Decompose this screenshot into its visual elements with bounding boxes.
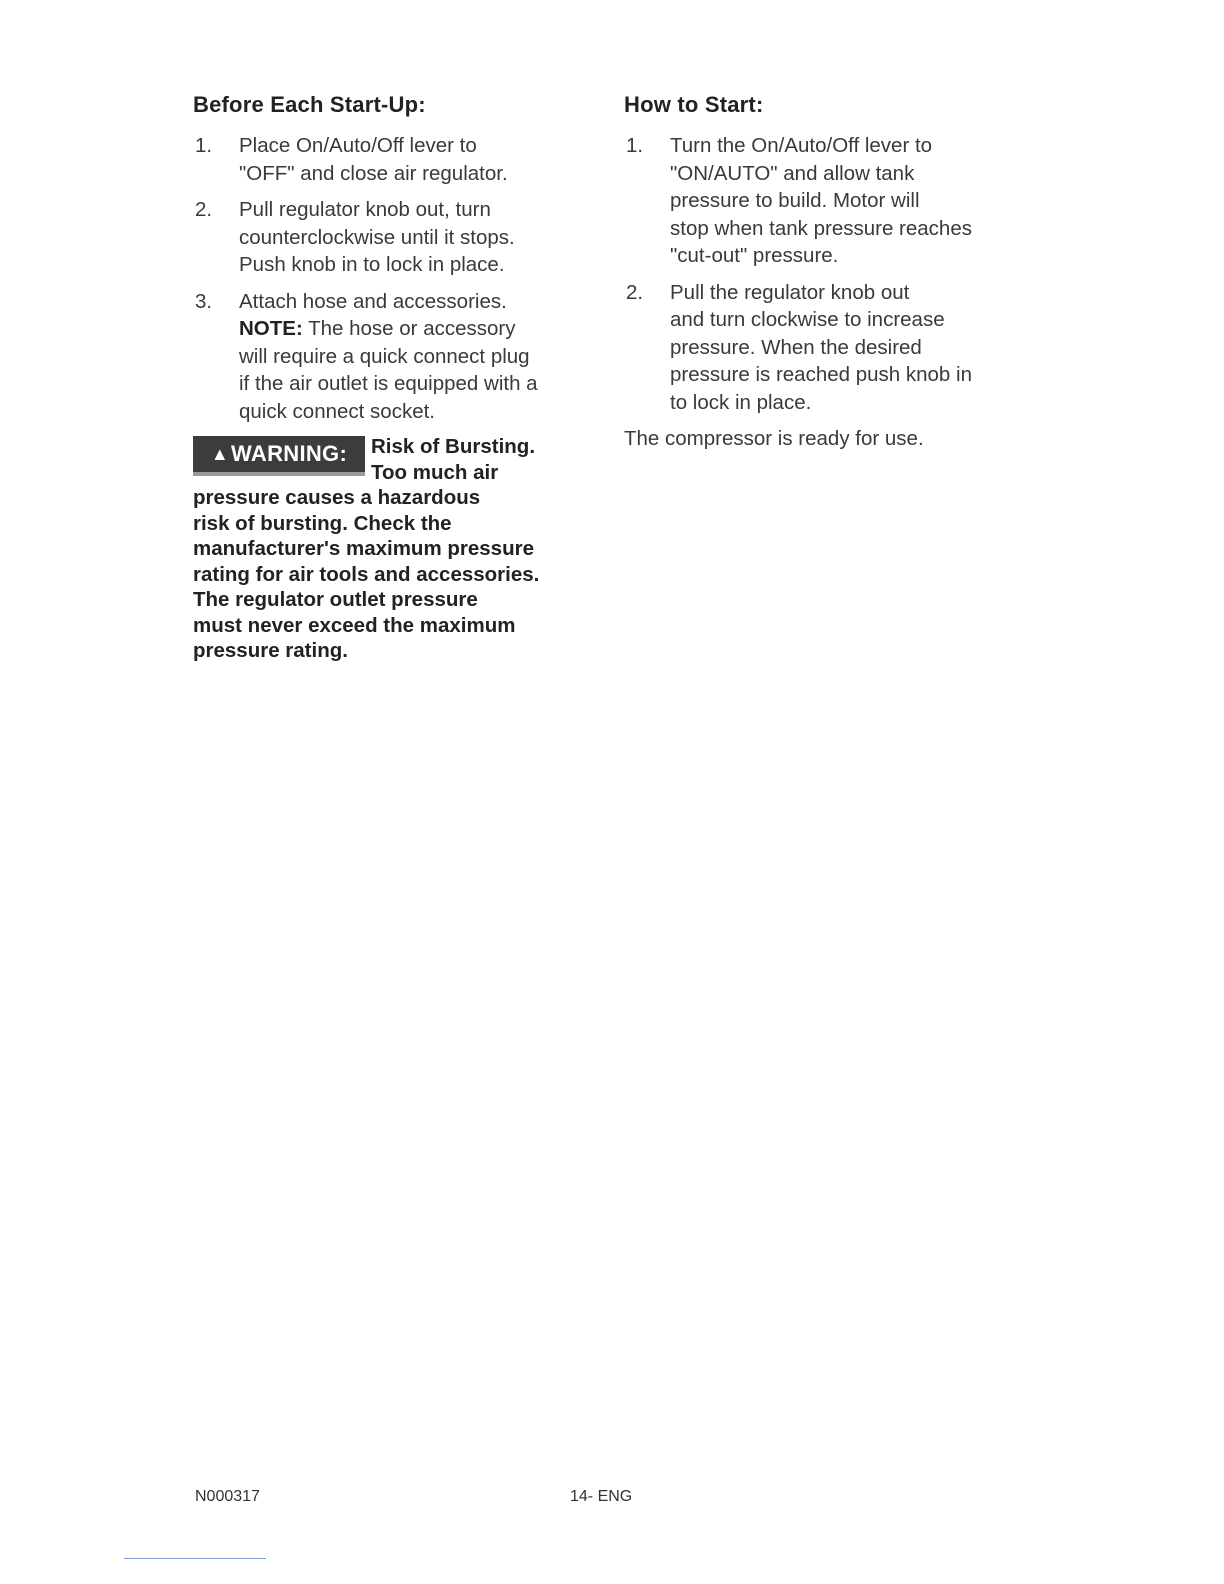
warning-line: pressure causes a hazardous: [193, 486, 481, 509]
how-to-start-steps: [624, 132, 1024, 416]
before-start-section: [193, 92, 593, 664]
step-text-line: "cut-out" pressure.: [670, 244, 839, 267]
step-text-line: Pull the regulator knob out: [670, 280, 910, 304]
step-text-line: pressure to build. Motor will: [670, 189, 920, 212]
note-text: The hose or accessory: [302, 317, 516, 340]
before-step-2: [193, 196, 593, 279]
step-number: 1.: [626, 134, 644, 157]
step-text-line: quick connect socket.: [239, 399, 435, 423]
step-text-line: pressure is reached push knob in: [670, 363, 972, 386]
document-code: N000317: [195, 1488, 260, 1505]
warning-line: risk of bursting. Check the: [193, 511, 452, 535]
warning-line: Too much air: [371, 460, 499, 484]
how-to-start-heading: How to Start:: [624, 92, 764, 117]
before-step-1: [193, 132, 593, 187]
step-text-line: to lock in place.: [670, 390, 812, 414]
step-text-line: and turn clockwise to increase: [670, 308, 945, 331]
step-text-line: Place On/Auto/Off lever to: [239, 134, 477, 157]
step-text-line: Turn the On/Auto/Off lever to: [670, 134, 933, 157]
step-text-line: counterclockwise until it stops.: [239, 225, 515, 249]
step-text-line: Attach hose and accessories.: [239, 289, 507, 313]
step-number: 1.: [195, 134, 213, 157]
warning-line: The regulator outlet pressure: [193, 588, 478, 611]
step-text-line: Push knob in to lock in place.: [239, 253, 505, 276]
step-number: 2.: [626, 280, 644, 304]
step-text-line: Pull regulator knob out, turn: [239, 198, 491, 221]
how-to-start-section: [624, 92, 1024, 453]
warning-triangle-icon: ▲: [210, 444, 230, 464]
page-number: 14- ENG: [570, 1488, 633, 1505]
warning-block: [193, 434, 593, 664]
warning-line: manufacturer's maximum pressure: [193, 537, 534, 560]
warning-line: must never exceed the maximum: [193, 613, 516, 637]
step-text-line: if the air outlet is equipped with a: [239, 372, 538, 395]
start-step-1: [624, 132, 1024, 270]
step-text-line: "ON/AUTO" and allow tank: [670, 161, 915, 185]
step-text-line: stop when tank pressure reaches: [670, 216, 972, 240]
step-number: 3.: [195, 289, 213, 313]
bottom-rule: [124, 1558, 266, 1559]
step-text-line: pressure. When the desired: [670, 335, 922, 359]
note-line: [239, 315, 593, 343]
warning-badge: [193, 436, 365, 476]
before-start-heading: Before Each Start-Up:: [193, 92, 426, 117]
before-start-steps: [193, 132, 593, 425]
warning-line: pressure rating.: [193, 639, 348, 662]
warning-badge-label: WARNING:: [231, 441, 348, 466]
step-number: 2.: [195, 198, 213, 221]
step-text-line: "OFF" and close air regulator.: [239, 161, 508, 185]
step-text-line: will require a quick connect plug: [239, 344, 530, 368]
warning-line: rating for air tools and accessories.: [193, 562, 540, 586]
start-step-2: [624, 279, 1024, 417]
note-label: NOTE:: [239, 317, 303, 340]
before-step-3: [193, 288, 593, 426]
ready-text: The compressor is ready for use.: [624, 427, 924, 450]
warning-line: Risk of Bursting.: [371, 435, 536, 458]
